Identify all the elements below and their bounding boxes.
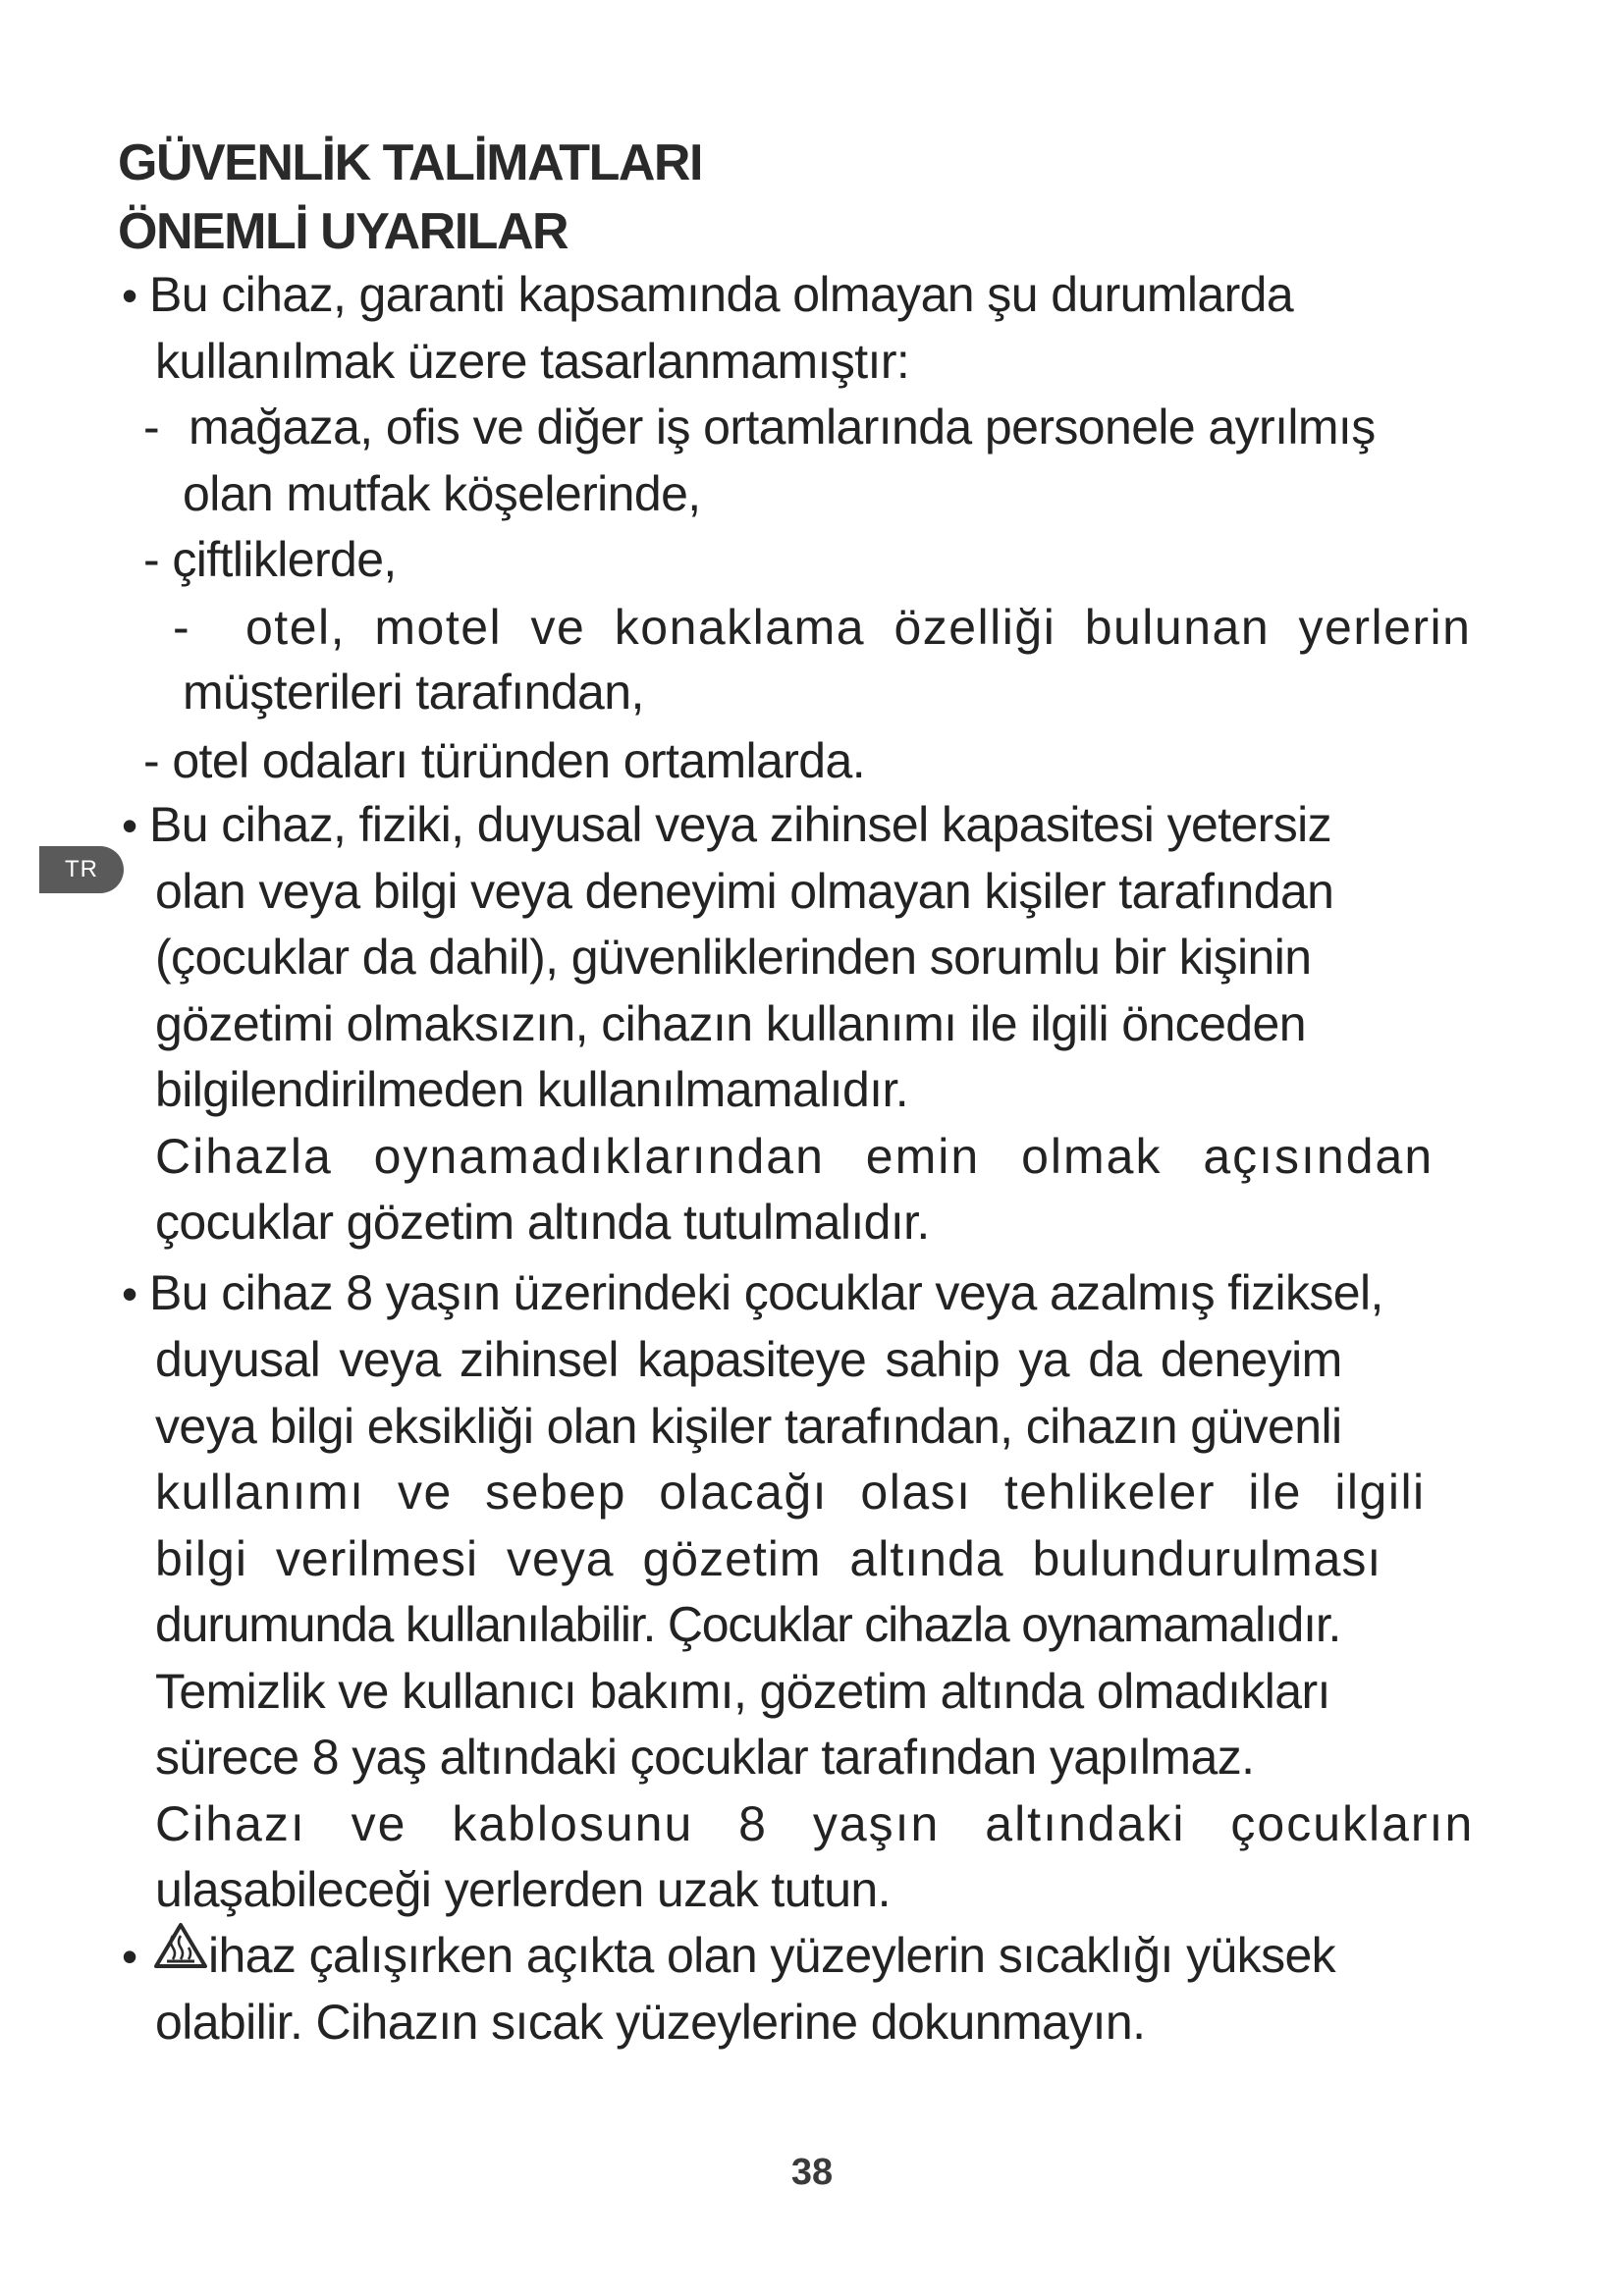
bullet-marker: •	[122, 1931, 138, 1982]
sub3-line1: otel, motel ve konaklama özelliği bulunan yerlerin	[245, 600, 1472, 655]
bullet4-line1: ihaz çalışırken açıkta olan yüzeylerin sıcaklığı yüksek	[208, 1928, 1336, 1983]
hot-surface-warning-icon	[153, 1922, 208, 1969]
bullet2-line7: çocuklar gözetim altında tutulmalıdır.	[155, 1195, 930, 1250]
bullet3-line10: ulaşabileceği yerlerden uzak tutun.	[155, 1862, 891, 1917]
bullet4-line2: olabilir. Cihazın sıcak yüzeylerine dokunmayın.	[155, 1995, 1146, 2050]
section-subtitle: ÖNEMLİ UYARILAR	[118, 203, 568, 260]
bullet-marker: •	[122, 800, 138, 851]
bullet1-intro-line1-text: Bu cihaz, garanti kapsamında olmayan şu durumlarda	[149, 267, 1294, 322]
bullet-marker: •	[122, 1268, 138, 1319]
bullet2-line6: Cihazla oynamadıklarından emin olmak açısından	[155, 1129, 1435, 1184]
sub3-dash: -	[173, 600, 189, 655]
bullet3-line9: Cihazı ve kablosunu 8 yaşın altındaki çocukların	[155, 1796, 1475, 1851]
bullet2-line4: gözetimi olmaksızın, cihazın kullanımı ile ilgili önceden	[155, 996, 1306, 1051]
page-number: 38	[790, 2152, 834, 2193]
bullet3-line4: kullanımı ve sebep olacağı olası tehlikeler ile ilgili	[155, 1465, 1426, 1520]
sub1-line1: mağaza, ofis ve diğer iş ortamlarında personele ayrılmış	[189, 400, 1376, 454]
bullet3-line2: duyusal veya zihinsel kapasiteye sahip ya da deneyim	[155, 1332, 1342, 1387]
bullet1-intro-line2: kullanılmak üzere tasarlanmamıştır:	[155, 334, 910, 389]
bullet1-intro-line1	[149, 267, 1504, 322]
language-tab-label: TR	[65, 856, 98, 882]
bullet2-line2: olan veya bilgi veya deneyimi olmayan kişiler tarafından	[155, 864, 1334, 919]
bullet3-line8: sürece 8 yaş altındaki çocuklar tarafından yapılmaz.	[155, 1730, 1255, 1785]
language-tab-tr	[39, 846, 124, 893]
bullet3-line6: durumunda kullanılabilir. Çocuklar cihazla oynamamalıdır.	[155, 1597, 1341, 1652]
sub1-line2: olan mutfak köşelerinde,	[183, 466, 701, 521]
sub4-line: - otel odaları türünden ortamlarda.	[143, 733, 865, 788]
bullet3-line3: veya bilgi eksikliği olan kişiler tarafından, cihazın güvenli	[155, 1399, 1342, 1454]
bullet2-line3: (çocuklar da dahil), güvenliklerinden sorumlu bir kişinin	[155, 930, 1312, 985]
bullet3-line1: Bu cihaz 8 yaşın üzerindeki çocuklar veya azalmış fiziksel,	[149, 1265, 1383, 1320]
bullet-marker: •	[122, 270, 138, 321]
bullet3-line5: bilgi verilmesi veya gözetim altında bulundurulması	[155, 1531, 1382, 1586]
section-title: GÜVENLİK TALİMATLARI	[118, 134, 702, 191]
sub2-line: - çiftliklerde,	[143, 532, 397, 587]
bullet3-line7: Temizlik ve kullanıcı bakımı, gözetim altında olmadıkları	[155, 1664, 1330, 1719]
bullet2-line1: Bu cihaz, fiziki, duyusal veya zihinsel kapasitesi yetersiz	[149, 797, 1332, 852]
bullet2-line5: bilgilendirilmeden kullanılmamalıdır.	[155, 1062, 909, 1117]
sub3-line2: müşterileri tarafından,	[183, 665, 644, 720]
sub1-dash: -	[143, 400, 160, 454]
